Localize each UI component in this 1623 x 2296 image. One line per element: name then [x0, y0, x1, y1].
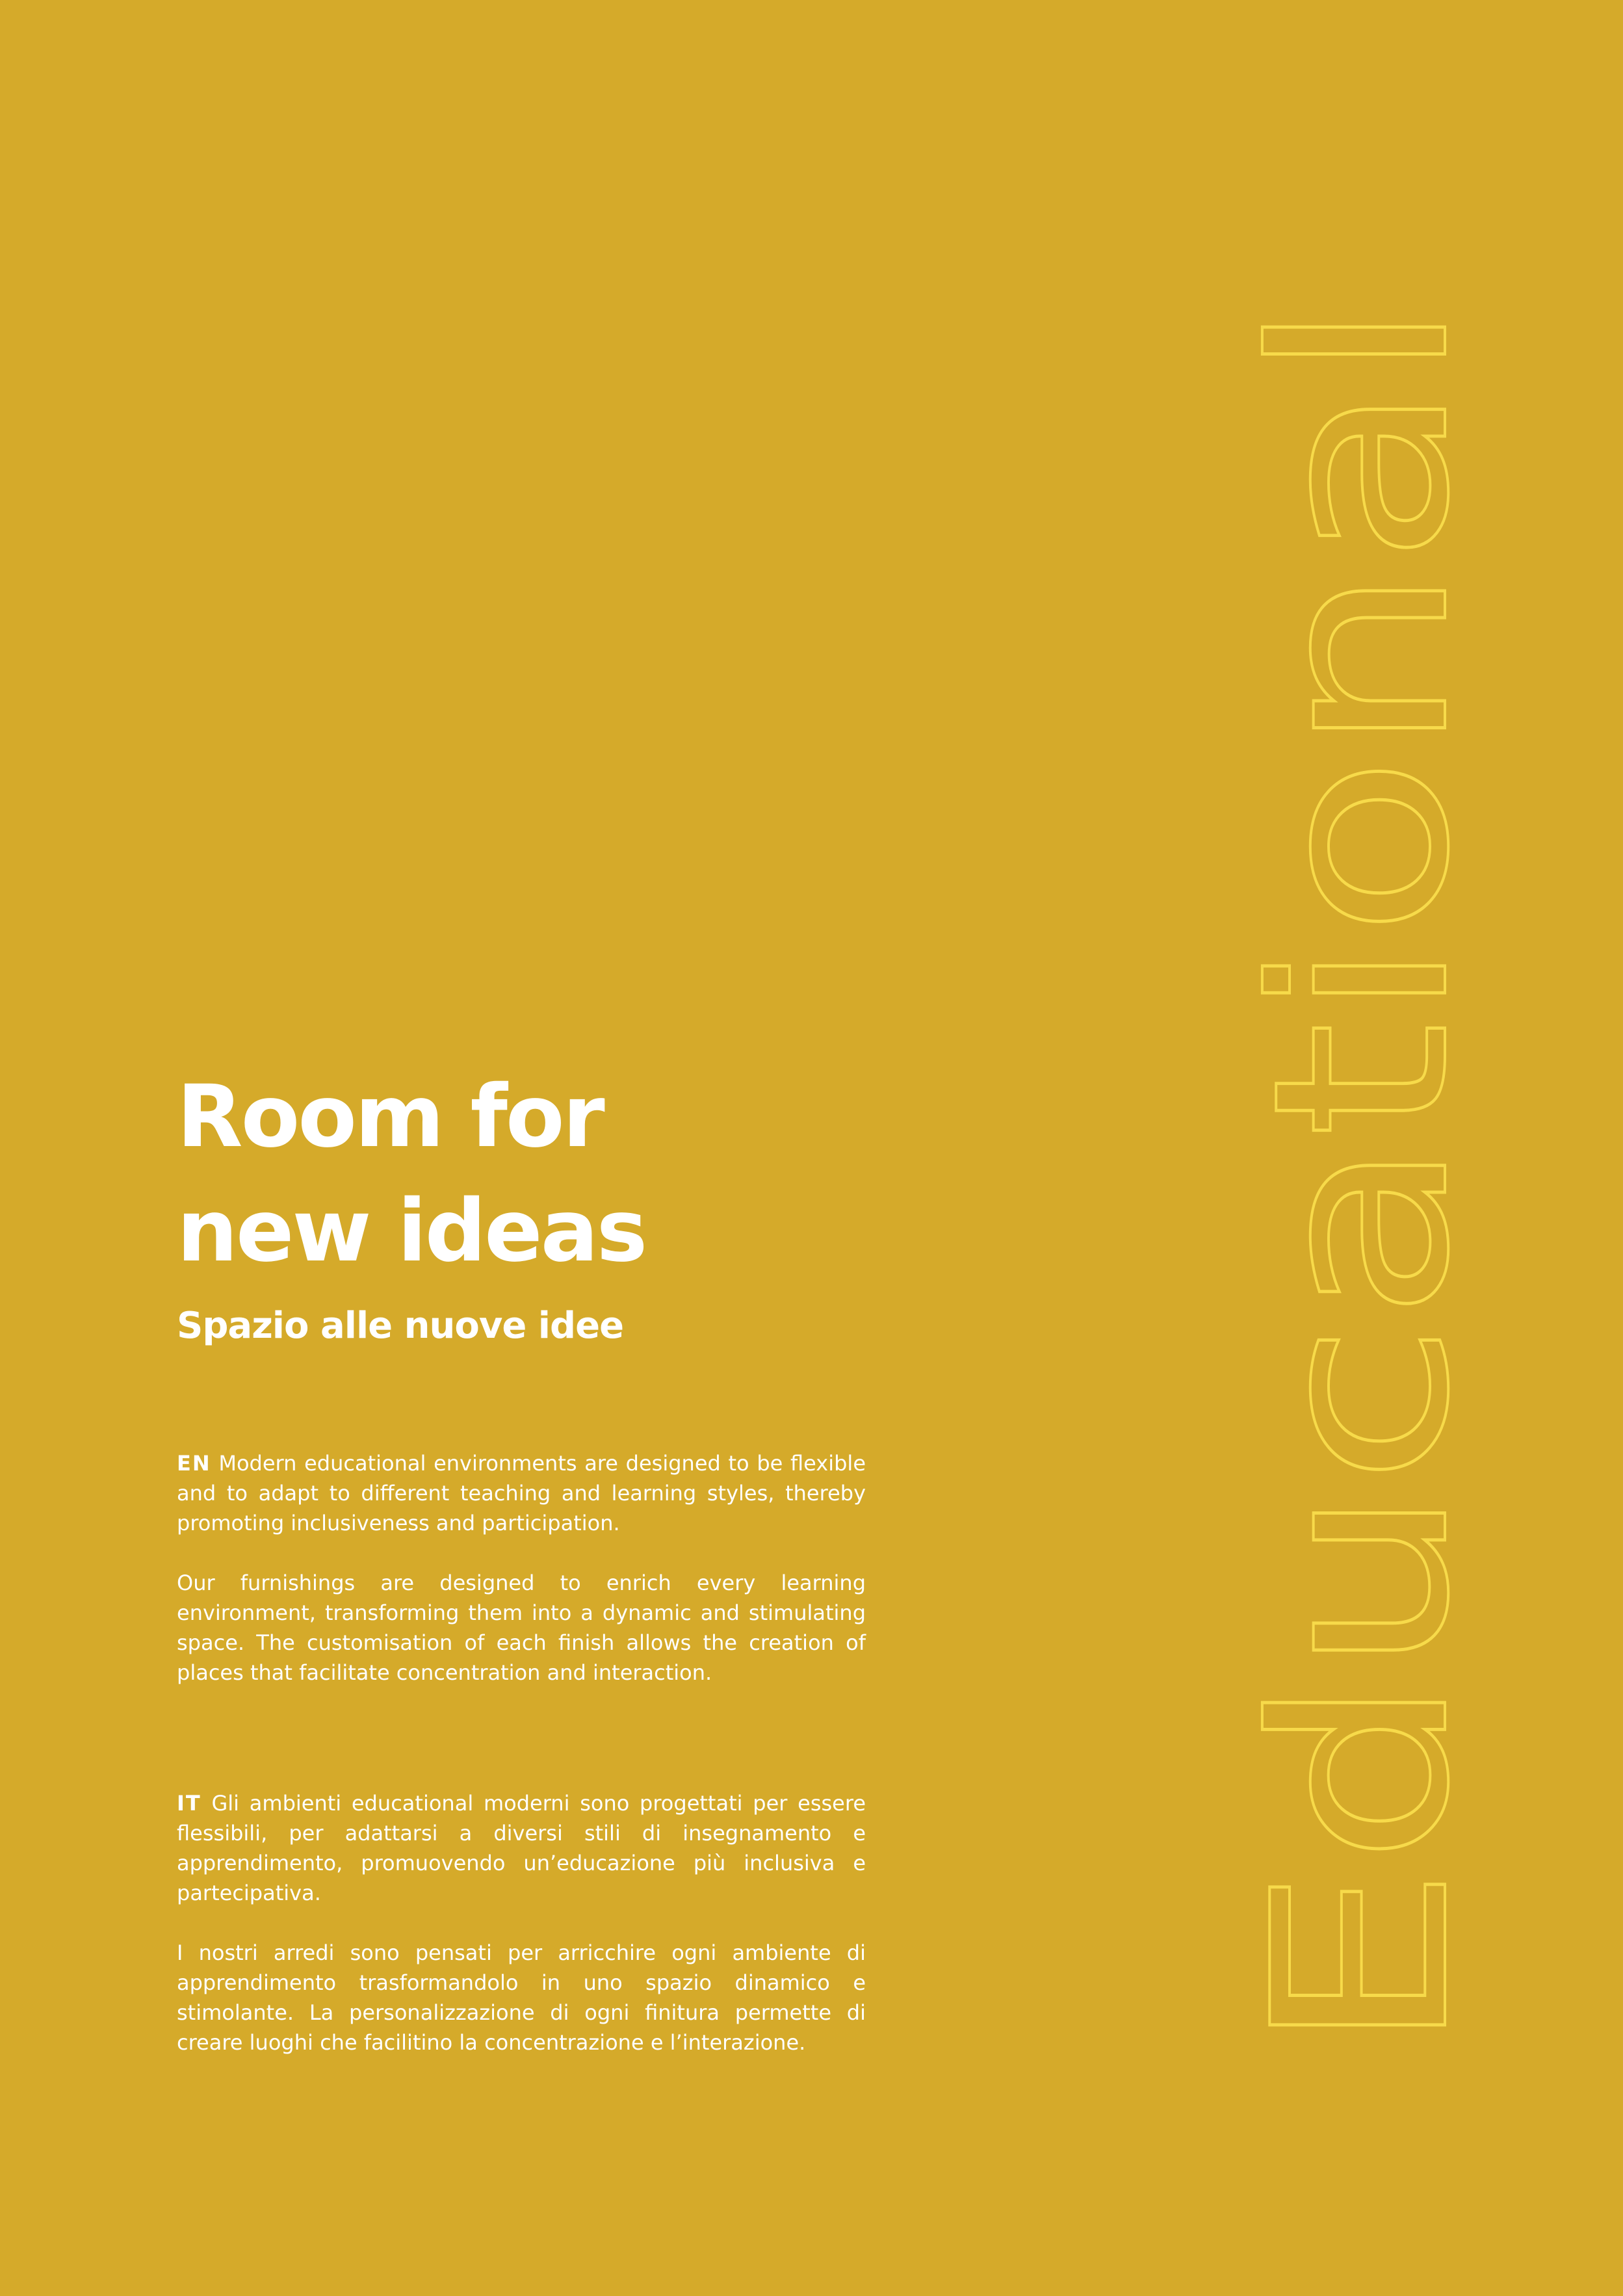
english-paragraph-1-text: Modern educational environments are designed to be flexible and to adapt to different teaching and learning styles, thereby promoting inclusiveness and participation.	[177, 1451, 866, 1535]
italian-paragraph-1	[177, 1788, 866, 1908]
vertical-word-educational: Educational	[1223, 642, 1502, 2054]
page-title-line-2: new ideas	[177, 1181, 646, 1281]
english-paragraph-1	[177, 1448, 866, 1538]
italian-language-tag: IT	[177, 1791, 201, 1816]
page-title	[177, 1060, 645, 1288]
page-subtitle: Spazio alle nuove idee	[177, 1305, 624, 1347]
page-title-line-1: Room for	[177, 1067, 603, 1167]
english-paragraph-2: Our furnishings are designed to enrich every learning environment, transforming them into a dynamic and stimulating space. The customisation of each finish allows the creation of places that facilitate concentration and interaction.	[177, 1571, 866, 1685]
english-language-tag: EN	[177, 1451, 211, 1476]
italian-paragraph-1-text: Gli ambienti educational moderni sono progettati per essere flessibili, per adattarsi a diversi stili di insegnamento e apprendimento, promuovendo un’educazione più inclusiva e partecipativa.	[177, 1791, 866, 1905]
italian-paragraph-2: I nostri arredi sono pensati per arricchire ogni ambiente di apprendimento trasformandolo in uno spazio dinamico e stimolante. La personalizzazione di ogni finitura permette di creare luoghi che facilitino la concentrazione e l’interazione.	[177, 1940, 866, 2055]
